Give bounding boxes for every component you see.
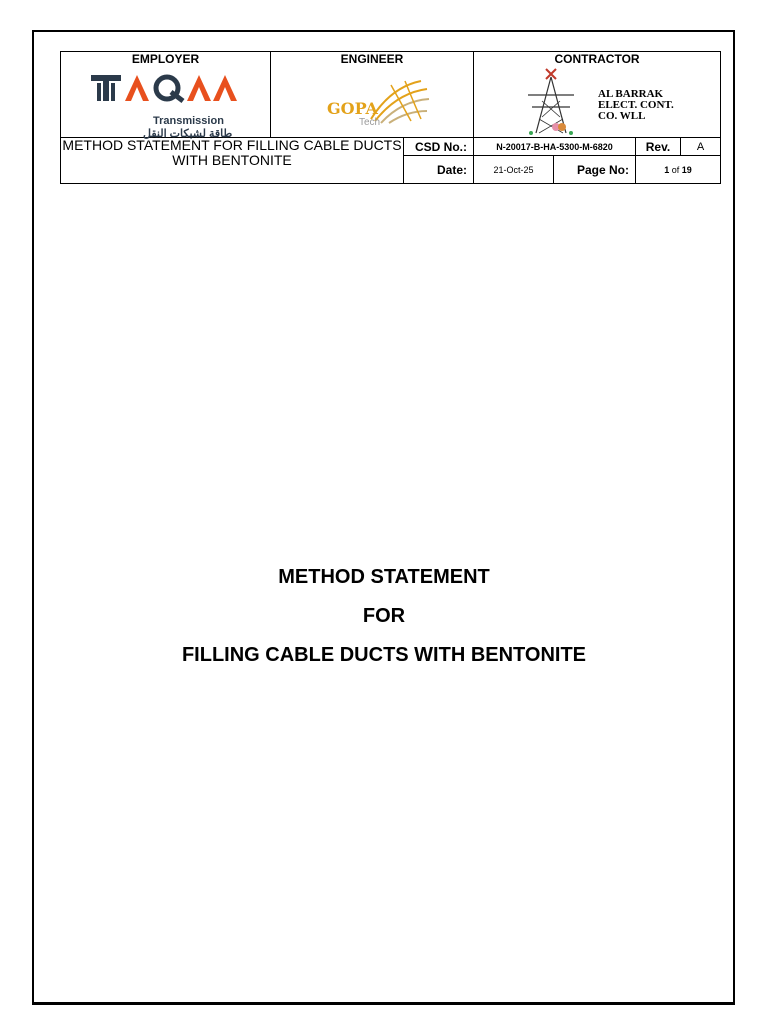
taqa-logo [61, 67, 270, 140]
rev-label: Rev. [636, 138, 681, 156]
gopa-wordmark: GOPA [327, 99, 378, 118]
page-current: 1 [664, 164, 670, 175]
title-line-2: FOR [362, 605, 406, 627]
al-barrak-name [598, 89, 674, 122]
page-bottom-rule [32, 1002, 735, 1007]
title-line-3: FILLING CABLE DUCTS WITH BENTONITE [181, 644, 587, 666]
title-line-1: METHOD STATEMENT [278, 566, 490, 588]
gopa-logo [271, 67, 473, 137]
date-label: Date: [404, 156, 474, 184]
contractor-cell [474, 52, 721, 138]
engineer-label: ENGINEER [340, 52, 404, 66]
page-number [636, 156, 721, 184]
employer-cell [61, 52, 271, 138]
page-total: 19 [681, 164, 692, 175]
engineer-cell [271, 52, 474, 138]
page-of: of [671, 164, 680, 175]
al-barrak-line1: AL BARRAK [598, 88, 664, 100]
doc-title-cell: METHOD STATEMENT FOR FILLING CABLE DUCTS WITH BENTONITE [61, 138, 404, 184]
employer-label: EMPLOYER [131, 52, 200, 66]
al-barrak-line3: CO. WLL [598, 110, 646, 122]
csd-value: N-20017-B-HA-5300-M-6820 [474, 138, 636, 156]
al-barrak-line2: ELECT. CONT. [598, 99, 674, 111]
csd-label: CSD No.: [404, 138, 474, 156]
al-barrak-logo [474, 67, 720, 137]
taqa-transmission-text: Transmission [153, 115, 224, 127]
rev-value: A [681, 138, 721, 156]
contractor-label: CONTRACTOR [554, 52, 640, 66]
page-label: Page No: [554, 156, 636, 184]
taqa-arabic-text: طاقة لشبكات النقل [143, 128, 233, 140]
document-header-table [60, 51, 721, 184]
date-value: 21-Oct-25 [474, 156, 554, 184]
gopa-tech-text: Tech [359, 117, 381, 128]
